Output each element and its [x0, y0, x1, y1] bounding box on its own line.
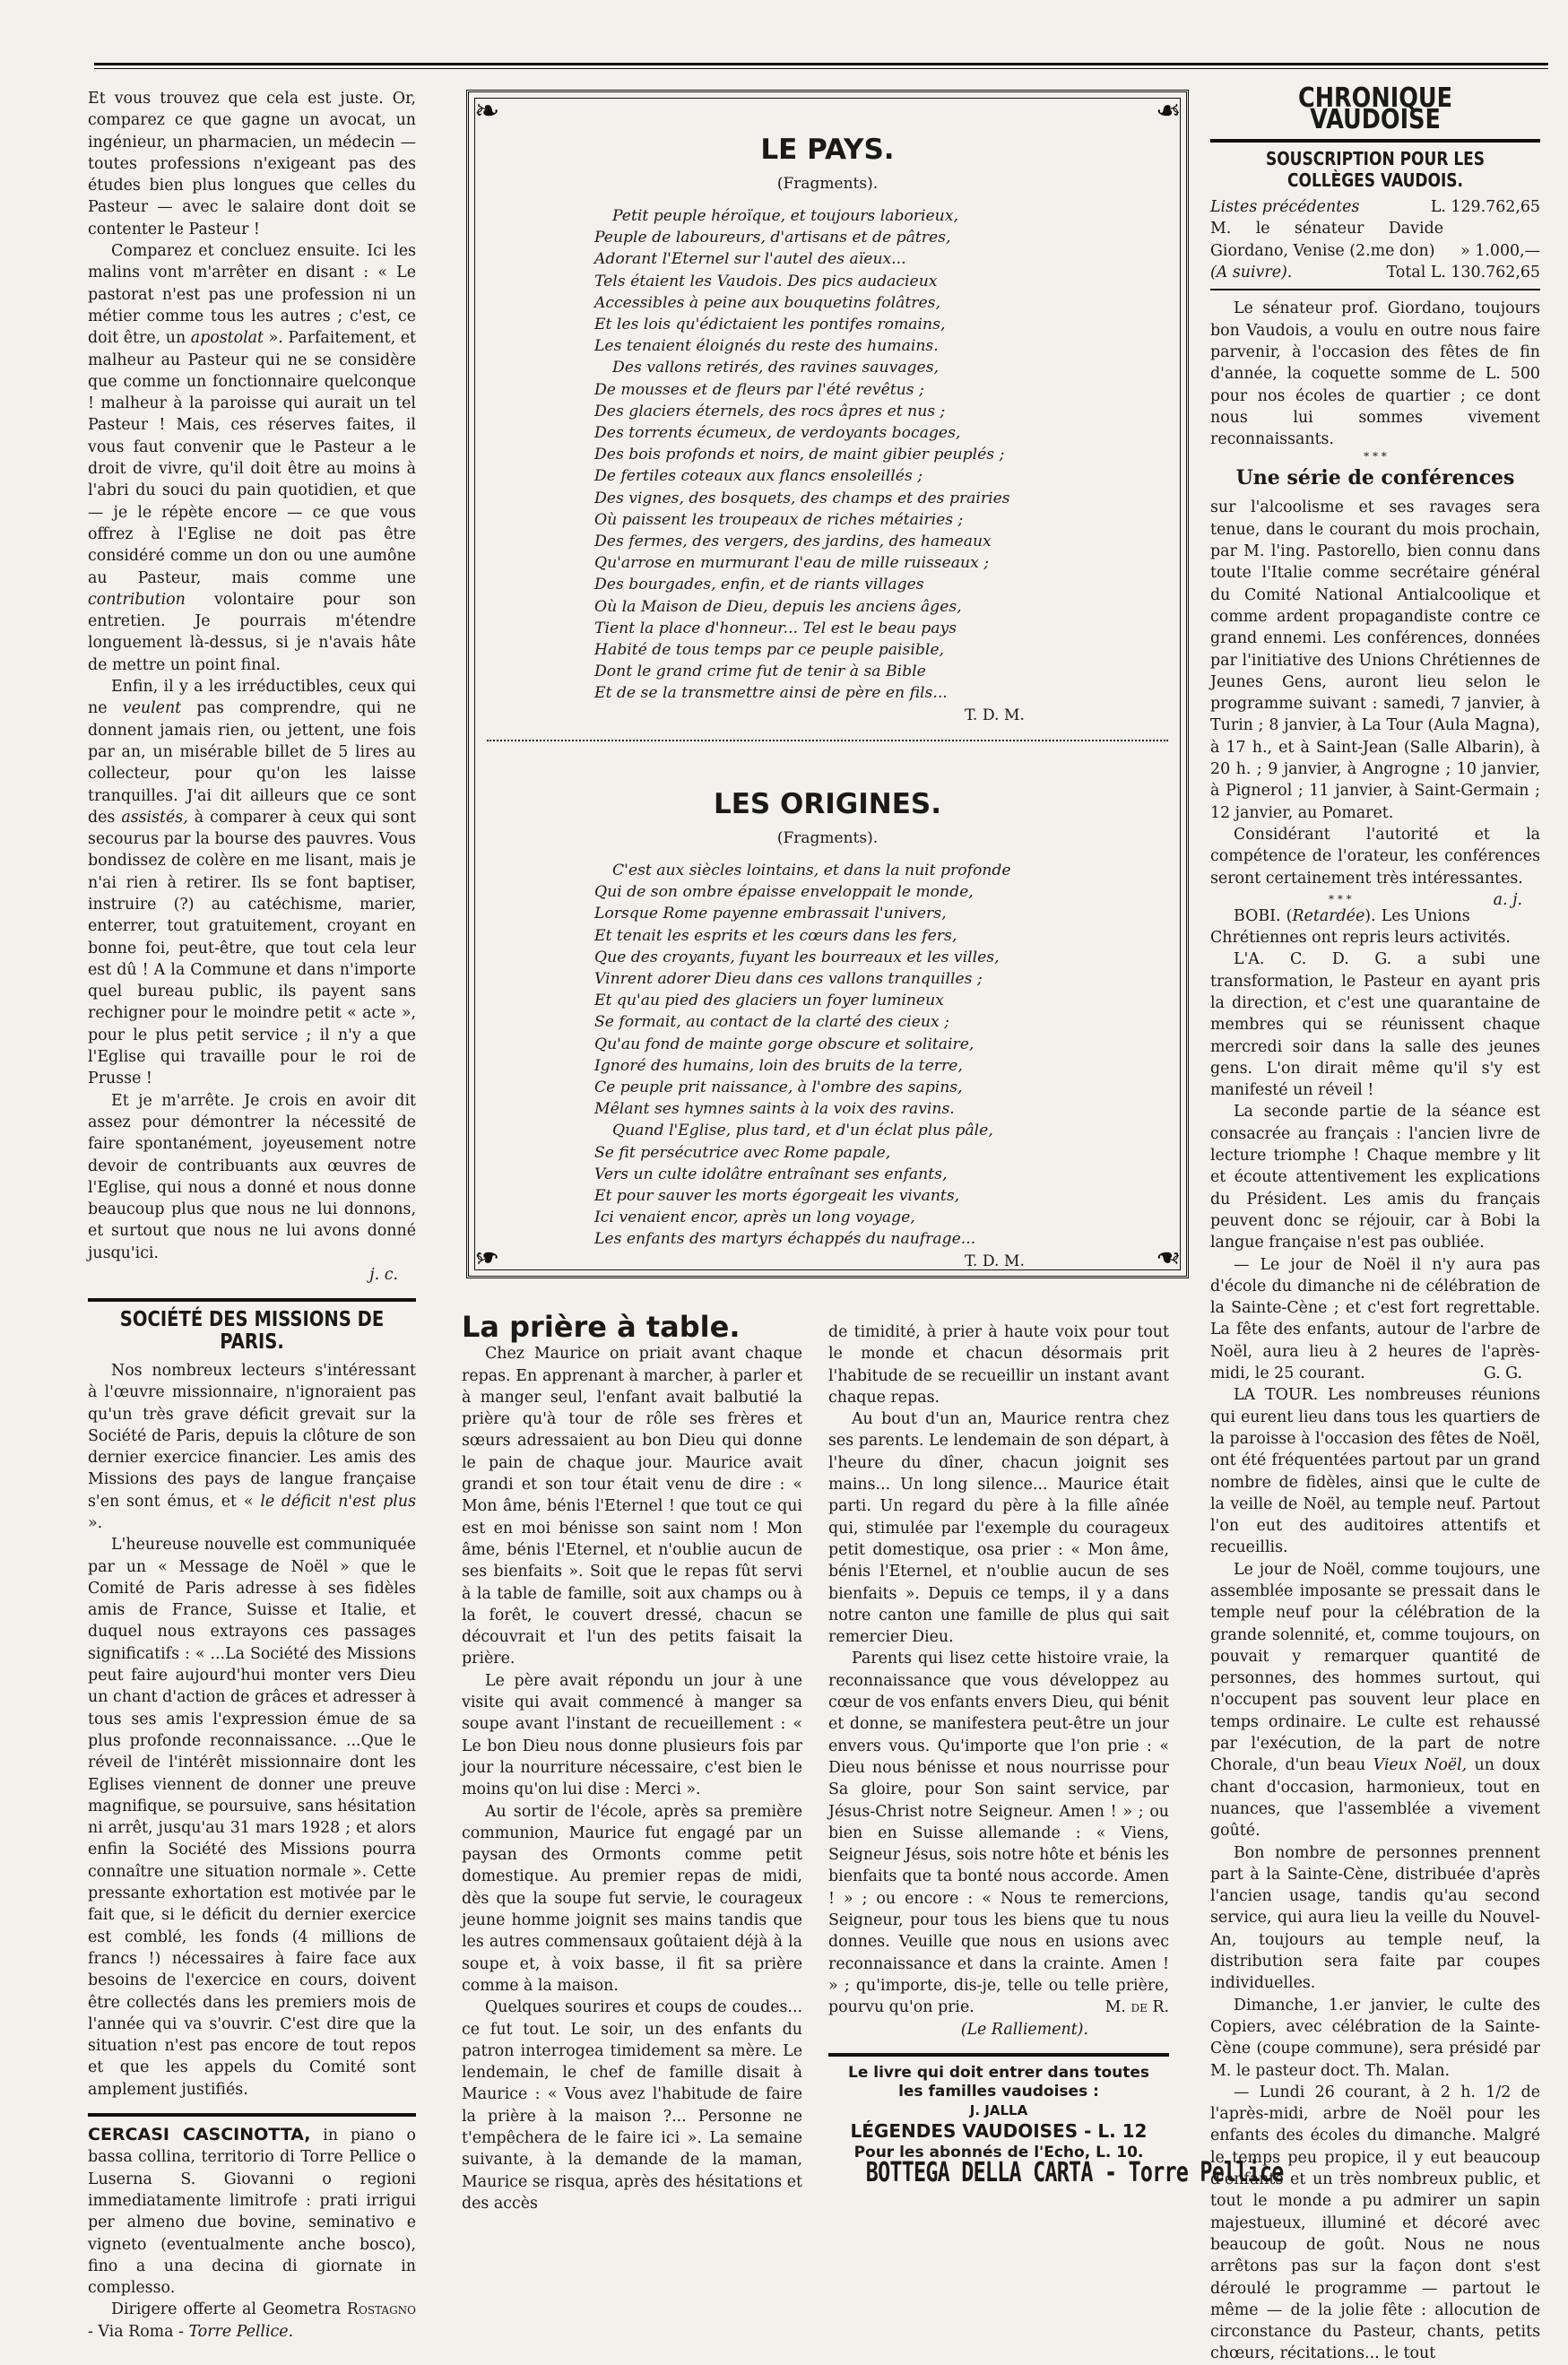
signature: j. c.	[369, 1266, 398, 1285]
paragraph: sur l'alcoolisme et ses ravages sera tenue, dans le courant du mois prochain, par M. l'ing. Pastorello, bien connu dans toute l'Italie comme secrétaire général du Comité National Antialcoolique et comme ardent propagandiste contre ce grand ennemi. Les conférences, données par l'initiative des Unions Chrétiennes de Jeunes Gens, auront lieu selon le programme suivant : samedi, 7 janvier, à Turin ; 8 janvier, à La Tour (Aula Magna), à 17 h., et à Saint-Jean (Salle Albarin), à 20 h. ; 9 janvier, à Angrogne ; 10 janvier, à Pignerol ; 11 janvier, à Saint-Germain ; 12 janvier, au Pomaret.	[1210, 498, 1540, 822]
poem-line: De fertiles coteaux aux flancs ensoleillés ;	[594, 467, 923, 486]
poem-signature: T. D. M.	[964, 1252, 1025, 1270]
poem-title-pays: LE PAYS.	[760, 134, 895, 166]
section-rule	[1210, 139, 1540, 143]
top-rule	[94, 63, 1548, 65]
souscription-row: (A suivre). Total L. 130.762,65	[1210, 264, 1540, 282]
paragraph: Et vous trouvez que cela est juste. Or, comparez ce que gagne un avocat, un ingénieur, un pharmacien, un médecin — toutes professions n'exigeant pas des études bien plus longues que celles du Pasteur — avec le salaire dont doit se contenter le Pasteur !	[88, 90, 416, 238]
poem-line: Qui de son ombre épaisse enveloppait le monde,	[594, 883, 974, 902]
column-chronique	[1210, 82, 1540, 2365]
column-left	[88, 88, 416, 2343]
separator-stars: * * *	[1329, 892, 1352, 905]
poem-frame	[466, 90, 1189, 1278]
poem-line: Où la Maison de Dieu, depuis les anciens âges,	[594, 597, 962, 616]
poem-line: Où paissent les troupeaux de riches métairies ;	[594, 510, 964, 529]
ornament-icon: ❧	[474, 1239, 500, 1275]
classified-ad: CERCASI CASCINOTTA, in piano o bassa collina, territorio di Torre Pellice o Luserna S. Giovanni o regioni immediatamente limitrofe : prati irrigui per almeno due bovine, seminativo e vigneto (eventualmente anche bosco), fino a una decina di giornate in complesso.	[88, 2125, 416, 2298]
source: (Le Ralliement).	[960, 2020, 1088, 2039]
advert-shop: BOTTEGA DELLA CARTA - Torre Pellice	[865, 2156, 1284, 2188]
poem-line: Des bois profonds et noirs, de maint gibier peuplés ;	[594, 446, 1005, 464]
classified-ad-contact: Dirigere offerte al Geometra Rostagno - Via Roma - Torre Pellice.	[88, 2300, 416, 2341]
paragraph: Nos nombreux lecteurs s'intéressant à l'œuvre missionnaire, n'ignoraient pas qu'un très grave déficit grevait sur la Société de Paris, depuis la clôture de son dernier exercice financier. Les amis des Missions des pays de langue française s'en sont émus, et « le déficit n'est plus ».	[88, 1361, 416, 1532]
poem-line: Des fermes, des vergers, des jardins, des hameaux	[594, 533, 992, 551]
poem-line: Et qu'au pied des glaciers un foyer lumineux	[594, 992, 944, 1010]
paragraph: Parents qui lisez cette histoire vraie, la reconnaissance que vous développez au cœur de vos enfants envers Dieu, qui bénit et donne, se manifestera peut-être un jour envers vous. Qu'importe que l'on prie : « Dieu nous bénisse et nous nourrisse pour Sa gloire, pour Son saint service, par Jésus-Christ notre Seigneur. Amen ! » ; ou bien en Suisse allemande : « Viens, Seigneur Jésus, sois notre hôte et bénis les bienfaits que ta bonté nous accorde. Amen ! » ; ou encore : « Nous te remercions, Seigneur, pour tous les biens que tu nous donnes. Veuille que nous en usions avec reconnaissance et dans la crainte. Amen ! » ; qu'importe, dis-je, telle ou telle prière, pourvu qu'on prie. M. de R.	[828, 1650, 1169, 2017]
poem-line: Et tenait les esprits et les cœurs dans les fers,	[594, 926, 957, 945]
poem-line: C'est aux siècles lointains, et dans la nuit profonde	[612, 862, 1011, 879]
poem-divider	[487, 740, 1168, 741]
poem-line: Des vignes, des bosquets, des champs et des prairies	[594, 489, 1010, 507]
paragraph: L'heureuse nouvelle est communiquée par un « Message de Noël » que le Comité de Paris adresse à ses fidèles amis de France, Suisse et Italie, et duquel nous extrayons ces passages significatifs : « ...La Société des Missions peut faire aujourd'hui monter vers Dieu un chant d'action de grâces et adresser à tous ses amis l'expression émue de sa plus profonde reconnaissance. ...Que le réveil de l'intérêt missionnaire dont les Eglises viennent de donner une preuve magnifique, se poursuive, sans hésitation ni arrêt, jusqu'au 31 mars 1928 ; et alors enfin la Société des Missions pourra connaître une situation normale ». Cette pressante exhortation est motivée par le fait que, si le déficit du dernier exercice est comblé, les fonds (4 millions de francs !) nécessaires à faire face aux besoins de l'exercice en cours, doivent être collectés dans les premiers mois de l'année qui va s'ouvrir. C'est dire que la situation n'est pas encore de tout repos et que les appels du Comité sont amplement justifiés.	[88, 1536, 416, 2099]
poem-signature: T. D. M.	[964, 706, 1025, 724]
advert-book: LÉGENDES VAUDOISES - L. 12	[850, 2119, 1148, 2142]
poem-line: Tels étaient les Vaudois. Des pics audacieux	[594, 272, 938, 290]
poem-line: Des glaciers éternels, des rocs âpres et nus ;	[594, 402, 946, 420]
conferences-title: Une série de conférences	[1235, 466, 1515, 490]
poem-line: Les enfants des martyrs échappés du naufrage...	[594, 1230, 976, 1249]
poem-line: Tient la place d'honneur... Tel est le beau pays	[594, 619, 957, 637]
poem-line: Des bourgades, enfin, et de riants villages	[594, 576, 924, 594]
chronique-title: CHRONIQUE VAUDOISE	[1297, 82, 1452, 136]
poem-line: Accessibles à peine aux bouquetins folâtres,	[594, 293, 940, 312]
advert-author: J. JALLA	[969, 2101, 1028, 2118]
poem-pays	[594, 205, 1061, 726]
poem-line: Se fit persécutrice avec Rome papale,	[594, 1143, 891, 1162]
poem-line: Que des croyants, fuyant les bourreaux et les villes,	[594, 948, 1000, 966]
separator-stars: * * *	[1364, 450, 1387, 463]
poem-subtitle: (Fragments).	[776, 829, 879, 847]
poem-origines	[594, 860, 1061, 1272]
poem-line: Ce peuple prit naissance, à l'ombre des sapins,	[594, 1079, 963, 1097]
ornament-icon: ❧	[1155, 93, 1181, 129]
poem-line: Habité de tous temps par ce peuple paisible,	[594, 641, 944, 660]
souscription-row: Listes précédentes L. 129.762,65	[1210, 198, 1540, 217]
advert-line: Le livre qui doit entrer dans toutes	[847, 2063, 1150, 2082]
poem-line: Qu'arrose en murmurant l'eau de mille ruisseaux ;	[594, 554, 990, 573]
paragraph: Chez Maurice on priait avant chaque repas. En apprenant à marcher, à parler et à manger seul, l'enfant avait balbutié la prière qu'à tour de rôle ses frères et sœurs adressaient au bon Dieu qui donne le pain de chaque jour. Maurice avait grandi et son tour était venu de dire : « Mon âme, bénis l'Eternel ! que tout ce qui est en moi bénisse son saint nom ! Mon âme, bénis l'Eternel, et n'oublie aucun de ses bienfaits ». Soit que le repas fût servi à la table de famille, soit aux champs ou à la forêt, le couvert dressé, chacun se découvrait et l'un des petits faisait la prière.	[462, 1345, 802, 1668]
top-rule-thin	[94, 68, 1548, 69]
poem-line: Se formait, au contact de la clarté des cieux ;	[594, 1013, 949, 1032]
poem-line: Et de se la transmettre ainsi de père en fils...	[594, 684, 948, 703]
section-rule	[88, 2113, 416, 2117]
poem-subtitle: (Fragments).	[776, 175, 879, 193]
advert-line: les familles vaudoises :	[898, 2082, 1099, 2101]
poem-line: Adorant l'Eternel sur l'autel des aïeux...	[594, 250, 906, 269]
poem-line: Quand l'Eglise, plus tard, et d'un éclat plus pâle,	[612, 1122, 993, 1140]
poem-line: Peuple de laboureurs, d'artisans et de pâtres,	[594, 229, 951, 247]
book-advert	[828, 2053, 1284, 2188]
paragraph: — Le jour de Noël il n'y aura pas d'école du dimanche ni de célébration de la Sainte-Cène ; et c'est fort regrettable. La fête des enfants, autour de l'arbre de Noël, aura lieu à 2 heures de l'après-midi, le 25 courant. G. G.	[1210, 1255, 1540, 1383]
paragraph: La seconde partie de la séance est consacrée au français : l'ancien livre de lecture triomphe ! Chaque membre y lit et écoute attentivement les explications du Président. Les amis du français peuvent donc se réjouir, car à Bobi la langue française n'est pas oubliée.	[1210, 1103, 1540, 1252]
paragraph: Le père avait répondu un jour à une visite qui avait commencé à manger sa soupe avant l'instant de recueillement : « Le bon Dieu nous donne plusieurs fois par jour la nourriture nécessaire, c'est bien le moins qu'on lui dise : Merci ».	[462, 1671, 802, 1799]
ornament-icon: ❧	[474, 93, 500, 129]
poem-line: Ici venaient encor, après un long voyage,	[594, 1208, 915, 1227]
poem-title-origines: LES ORIGINES.	[713, 788, 941, 820]
poem-line: Des torrents écumeux, de verdoyants bocages,	[594, 424, 961, 443]
paragraph: Dimanche, 1.er janvier, le culte des Copiers, avec célébration de la Sainte-Cène (coupe commune), sera présidé par M. le pasteur doct. Th. Malan.	[1210, 1996, 1540, 2080]
paragraph: Quelques sourires et coups de coudes... ce fut tout. Le soir, un des enfants du patron interrogea timidement sa mère. Le lendemain, le chef de famille disait à Maurice : « Vous avez l'habitude de faire la prière à la maison ?... Personne ne t'empêchera de le faire ici ». La semaine suivante, à la demande de la maman, Maurice se risqua, après des hésitations et des accès	[462, 1998, 802, 2213]
poem-line: Et pour sauver les morts égorgeait les vivants,	[594, 1187, 960, 1206]
column-priere-2	[828, 1321, 1284, 2188]
column-priere-1	[462, 1310, 802, 2214]
poem-line: Des vallons retirés, des ravines sauvages,	[612, 359, 940, 377]
section-rule	[1210, 289, 1540, 290]
souscription-title: SOUSCRIPTION POUR LES COLLÈGES VAUDOIS.	[1265, 147, 1486, 191]
paragraph: Le sénateur prof. Giordano, toujours bon Vaudois, a voulu en outre nous faire parvenir, à l'occasion des fêtes de fin d'année, la coquette somme de L. 500 pour nos écoles de quartier ; ce dont nous lui sommes vivement reconnaissants.	[1210, 299, 1540, 449]
paragraph: Comparez et concluez ensuite. Ici les malins vont m'arrêter en disant : « Le pastorat n'est pas une profession ni un métier comme tous les autres ; c'est, ce doit être, un apostolat ». Parfaitement, et malheur au Pasteur qui ne se considère que comme un fonctionnaire quelconque ! malheur à la paroisse qui aurait un tel Pasteur ! Mais, ces réserves faites, il vous faut convenir que le Pasteur a le droit de vivre, qu'il doit être au moins à l'abri du souci du pain quotidien, et que — je le répète encore — ce que vous offrez à l'Eglise ne doit pas être considéré comme un don ou une aumône au Pasteur, mais comme une contribution volontaire pour son entretien. Je pourrais m'étendre longuement là-dessus, si je n'avais hâte de mettre un point final.	[88, 242, 416, 674]
poem-line: De mousses et de fleurs par l'été revêtus ;	[594, 380, 924, 399]
poem-line: Les tenaient éloignés du reste des humains.	[594, 337, 939, 356]
poem-line: Dont le grand crime fut de tenir à sa Bible	[594, 663, 926, 681]
poem-line: Qu'au fond de mainte gorge obscure et solitaire,	[594, 1035, 975, 1053]
poem-line: Vers un culte idolâtre entraînant ses enfants,	[594, 1165, 948, 1183]
paragraph: Enfin, il y a les irréductibles, ceux qui ne veulent pas comprendre, qui ne donnent jamais rien, ou jettent, une fois par an, un misérable billet de 5 lires au collecteur, pour qu'on les laisse tranquilles. J'ai dit ailleurs que ce sont des assistés, à comparer à ceux qui sont secourus par la bourse des pauvres. Vous bondissez de colère en me lisant, mais je n'ai rien à retirer. Ils se font baptiser, instruire (?) au catéchisme, marier, enterrer, tout gratuitement, croyant en bonne foi, peut-être, que tout cela leur est dû ! A la Commune et dans n'importe quel bureau public, ils payent sans rechigner pour le moindre petit « acte », pour le plus petit service ; il n'y a que l'Eglise qui travaille pour le roi de Prusse !	[88, 678, 416, 1088]
paragraph: Considérant l'autorité et la compétence de l'orateur, les conférences seront certainement très intéressantes. a. j.	[1210, 825, 1540, 909]
poem-line: Et les lois qu'édictaient les pontifes romains,	[594, 316, 946, 334]
poem-line: Ignoré des humains, loin des bruits de la terre,	[594, 1056, 963, 1075]
section-rule	[88, 1298, 416, 1302]
paragraph: Bon nombre de personnes prennent part à la Sainte-Cène, distribuée d'après l'ancien usage, tandis qu'au second service, qui aura lieu la veille du Nouvel-An, toujours au temple neuf, la distribution sera faite par coupes individuelles.	[1210, 1843, 1540, 1993]
advert-price: Pour les abonnés de l'Echo, L. 10.	[853, 2143, 1144, 2161]
souscription-row: M. le sénateur Davide Giordano, Venise (2.me don) » 1.000,—	[1210, 220, 1540, 260]
paragraph: Au sortir de l'école, après sa première communion, Maurice fut engagé par un paysan des Ormonts comme petit domestique. Au premier repas de midi, dès que la soupe fut servie, le courageux jeune homme joignit ses mains tandis que les autres commensaux goûtaient déjà à la soupe et, à voix basse, il fit sa prière comme à la maison.	[462, 1802, 802, 1995]
poem-line: Lorsque Rome payenne embrassait l'univers,	[594, 905, 947, 923]
paragraph: L'A. C. D. G. a subi une transformation, le Pasteur en ayant pris la direction, et c'est une quarantaine de membres qui se réunissent chaque mercredi soir dans la salle des jeunes gens. L'on dirait même qu'il s'y est manifesté un réveil !	[1210, 950, 1540, 1100]
paragraph: LA TOUR. Les nombreuses réunions qui eurent lieu dans tous les quartiers de la paroisse à l'occasion des fêtes de Noël, ont été fréquentées partout par un grand nombre de fidèles, ainsi que le culte de la veille de Noël, au temple neuf. Partout l'on eut des auditoires attentifs et recueillis.	[1210, 1386, 1540, 1557]
ornament-icon: ❧	[1155, 1239, 1181, 1275]
missions-title: SOCIÉTÉ DES MISSIONS DE PARIS.	[119, 1308, 385, 1354]
paragraph: Le jour de Noël, comme toujours, une assemblée imposante se pressait dans le temple neuf pour la célébration de la grande solennité, et, comme toujours, on pouvait y remarquer quantité de personnes, des hommes surtout, qui n'occupent pas souvent leur place en temps ordinaire. Le culte est rehaussé par l'exécution, de la part de notre Chorale, d'un beau Vieux Noël, un doux chant d'occasion, harmonieux, tout en nuances, que l'assemblée a vivement goûté.	[1210, 1560, 1540, 1841]
paragraph: de timidité, à prier à haute voix pour tout le monde et chacun désormais prit l'habitude de se recueillir un instant avant chaque repas.	[828, 1323, 1169, 1407]
paragraph: BOBI. (Retardée). Les Unions Chrétiennes ont repris leurs activités.	[1210, 906, 1511, 948]
paragraph: — Lundi 26 courant, à 2 h. 1/2 de l'après-midi, arbre de Noël pour les enfants des écoles du dimanche. Malgré le temps peu propice, il y eut beaucoup d'enfants et un très nombreux public, et tout le monde a pu admirer un sapin majestueux, illuminé et décoré avec beaucoup de goût. Nous ne nous arrêtons pas sur la façon dont s'est déroulé le programme — partout le même — de la jolie fête : allocution de circonstance du Pasteur, chants, petits chœurs, récitations... le tout	[1210, 2083, 1540, 2363]
poem-line: Mêlant ses hymnes saints à la voix des ravins.	[594, 1100, 955, 1119]
poem-line: Vinrent adorer Dieu dans ces vallons tranquilles ;	[594, 970, 983, 989]
paragraph: Au bout d'un an, Maurice rentra chez ses parents. Le lendemain de son départ, à l'heure du dîner, chacun joignit ses mains... Un long silence... Maurice était parti. Un regard du père à la fille aînée qui, stimulée par l'exemple du courageux petit domestique, osa prier : « Mon âme, bénis l'Eternel, et n'oublie aucun de ses bienfaits ». Depuis ce temps, il y a dans notre canton une famille de plus qui sait remercier Dieu.	[828, 1410, 1169, 1647]
poem-line: Petit peuple héroïque, et toujours laborieux,	[612, 207, 958, 225]
priere-title: La prière à table.	[462, 1310, 741, 1344]
paragraph: Et je m'arrête. Je crois en avoir dit assez pour démontrer la nécessité de faire spontanément, joyeusement notre devoir de contribuants aux œuvres de l'Eglise, qui nous a donné et nous donne beaucoup plus que nous ne lui donnons, et surtout que nous ne lui avons donné jusqu'ici.	[88, 1091, 416, 1262]
